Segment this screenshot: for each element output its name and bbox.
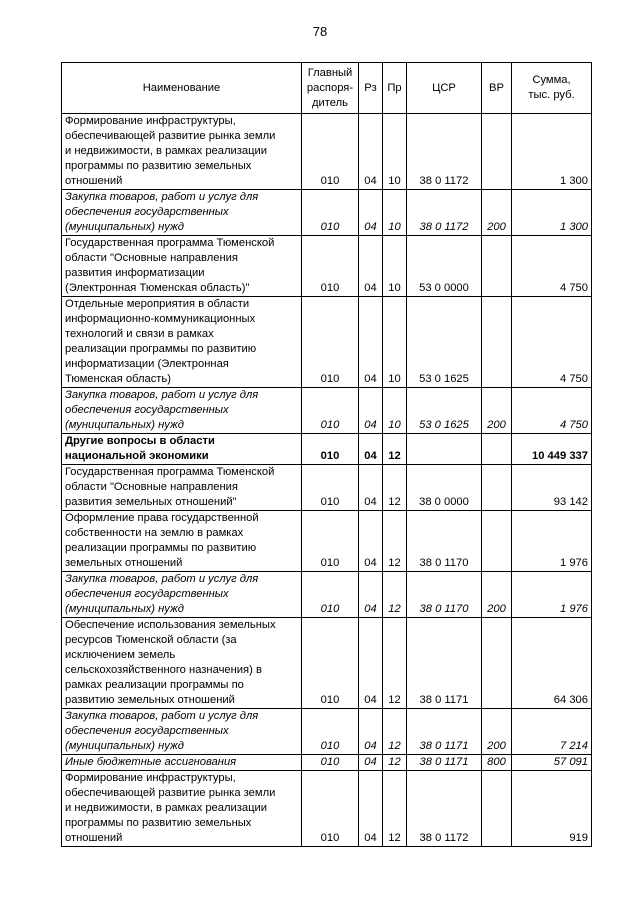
header-pr: Пр	[383, 63, 407, 114]
cell-pr: 10	[383, 114, 407, 190]
cell-name	[62, 297, 302, 388]
cell-csr: 38 0 1172	[407, 190, 482, 236]
cell-name	[62, 236, 302, 297]
cell-name-line: информатизации (Электронная	[65, 358, 229, 370]
cell-name-line: обеспечивающей развитие рынка земли	[65, 130, 276, 142]
cell-vr: 200	[482, 709, 512, 755]
cell-pr: 12	[383, 618, 407, 709]
cell-name-line: сельскохозяйственного назначения) в	[65, 664, 262, 676]
table-row	[62, 114, 592, 190]
cell-admin: 010	[302, 618, 359, 709]
table-row	[62, 434, 592, 465]
cell-name	[62, 388, 302, 434]
cell-admin: 010	[302, 465, 359, 511]
cell-sum: 1 976	[512, 572, 592, 618]
cell-csr: 53 0 0000	[407, 236, 482, 297]
cell-name-line: национальной экономики	[65, 450, 209, 462]
cell-name-line: обеспечения государственных	[65, 725, 229, 737]
cell-name-line: Закупка товаров, работ и услуг для	[65, 710, 259, 722]
cell-name-line: области "Основные направления	[65, 481, 238, 493]
cell-name	[62, 511, 302, 572]
cell-name-line: области "Основные направления	[65, 252, 238, 264]
cell-name-line: Государственная программа Тюменской	[65, 237, 275, 249]
cell-name	[62, 771, 302, 847]
cell-rz: 04	[359, 511, 383, 572]
cell-name-line: Оформление права государственной	[65, 512, 259, 524]
cell-name	[62, 465, 302, 511]
cell-admin: 010	[302, 297, 359, 388]
cell-name-line: (муниципальных) нужд	[65, 221, 184, 233]
cell-name	[62, 618, 302, 709]
table-row	[62, 755, 592, 771]
cell-name	[62, 114, 302, 190]
header-vr: ВР	[482, 63, 512, 114]
header-admin-line: Главный	[307, 66, 353, 79]
cell-name-line: обеспечения государственных	[65, 404, 229, 416]
cell-rz: 04	[359, 572, 383, 618]
cell-name	[62, 190, 302, 236]
cell-name-line: (муниципальных) нужд	[65, 419, 184, 431]
cell-sum: 93 142	[512, 465, 592, 511]
cell-admin: 010	[302, 572, 359, 618]
cell-name-line: обеспечения государственных	[65, 206, 229, 218]
table-row	[62, 465, 592, 511]
cell-pr: 12	[383, 755, 407, 771]
cell-admin: 010	[302, 190, 359, 236]
cell-name-line: Тюменская область)	[65, 373, 171, 385]
cell-pr: 10	[383, 297, 407, 388]
cell-name-line: отношений	[65, 175, 123, 187]
table-row	[62, 709, 592, 755]
cell-csr: 38 0 1171	[407, 709, 482, 755]
cell-pr: 12	[383, 709, 407, 755]
table-row	[62, 388, 592, 434]
cell-name-line: Закупка товаров, работ и услуг для	[65, 389, 259, 401]
table-row	[62, 190, 592, 236]
cell-name-line: (Электронная Тюменская область)"	[65, 282, 250, 294]
budget-table	[61, 62, 592, 847]
cell-name	[62, 709, 302, 755]
cell-name	[62, 572, 302, 618]
cell-admin: 010	[302, 114, 359, 190]
cell-vr	[482, 434, 512, 465]
cell-name-line: обеспечения государственных	[65, 588, 229, 600]
cell-vr: 800	[482, 755, 512, 771]
table-row	[62, 572, 592, 618]
cell-rz: 04	[359, 236, 383, 297]
cell-name-line: развития информатизации	[65, 267, 205, 279]
cell-name-line: реализации программы по развитию	[65, 343, 257, 355]
cell-admin: 010	[302, 511, 359, 572]
cell-pr: 10	[383, 236, 407, 297]
cell-sum: 4 750	[512, 236, 592, 297]
cell-pr: 12	[383, 572, 407, 618]
cell-vr	[482, 771, 512, 847]
header-admin-line: дитель	[312, 96, 348, 109]
cell-name-line: Иные бюджетные ассигнования	[65, 756, 237, 768]
cell-vr	[482, 114, 512, 190]
table-row	[62, 771, 592, 847]
cell-pr: 12	[383, 434, 407, 465]
cell-name-line: программы по развитию земельных	[65, 817, 252, 829]
cell-admin: 010	[302, 434, 359, 465]
cell-name-line: развитию земельных отношений	[65, 694, 235, 706]
cell-pr: 10	[383, 190, 407, 236]
cell-name-line: обеспечивающей развитие рынка земли	[65, 787, 276, 799]
cell-name-line: Государственная программа Тюменской	[65, 466, 275, 478]
cell-name-line: Обеспечение использования земельных	[65, 619, 276, 631]
cell-csr: 38 0 1171	[407, 755, 482, 771]
cell-name-line: ресурсов Тюменской области (за	[65, 634, 237, 646]
cell-vr	[482, 511, 512, 572]
cell-sum: 4 750	[512, 388, 592, 434]
cell-rz: 04	[359, 388, 383, 434]
cell-name	[62, 755, 302, 771]
cell-csr: 53 0 1625	[407, 388, 482, 434]
cell-name-line: и недвижимости, в рамках реализации	[65, 145, 268, 157]
table-header-row	[62, 63, 592, 114]
cell-pr: 12	[383, 771, 407, 847]
cell-vr: 200	[482, 572, 512, 618]
cell-name-line: реализации программы по развитию	[65, 542, 257, 554]
cell-name-line: собственности на землю в рамках	[65, 527, 244, 539]
cell-name-line: информационно-коммуникационных	[65, 313, 256, 325]
cell-sum: 7 214	[512, 709, 592, 755]
header-admin-line: распоря-	[306, 81, 354, 94]
table-row	[62, 618, 592, 709]
cell-name-line: рамках реализации программы по	[65, 679, 244, 691]
cell-name-line: технологий и связи в рамках	[65, 328, 214, 340]
cell-name-line: исключением земель	[65, 649, 176, 661]
table-row	[62, 236, 592, 297]
cell-name-line: земельных отношений	[65, 557, 183, 569]
cell-pr: 12	[383, 511, 407, 572]
cell-name-line: отношений	[65, 832, 123, 844]
cell-name-line: и недвижимости, в рамках реализации	[65, 802, 268, 814]
cell-name-line: программы по развитию земельных	[65, 160, 252, 172]
cell-csr: 38 0 1172	[407, 771, 482, 847]
cell-pr: 12	[383, 465, 407, 511]
cell-rz: 04	[359, 190, 383, 236]
cell-sum: 1 976	[512, 511, 592, 572]
cell-vr	[482, 618, 512, 709]
cell-rz: 04	[359, 755, 383, 771]
cell-admin: 010	[302, 755, 359, 771]
cell-csr: 53 0 1625	[407, 297, 482, 388]
cell-csr: 38 0 0000	[407, 465, 482, 511]
cell-sum: 57 091	[512, 755, 592, 771]
table-body	[62, 114, 592, 847]
cell-csr: 38 0 1170	[407, 511, 482, 572]
cell-rz: 04	[359, 771, 383, 847]
cell-name	[62, 434, 302, 465]
header-admin	[302, 63, 359, 114]
cell-rz: 04	[359, 618, 383, 709]
cell-vr	[482, 236, 512, 297]
cell-name-line: Закупка товаров, работ и услуг для	[65, 191, 259, 203]
table-row	[62, 511, 592, 572]
cell-sum: 1 300	[512, 190, 592, 236]
cell-admin: 010	[302, 709, 359, 755]
header-rz: Рз	[359, 63, 383, 114]
header-sum	[512, 63, 592, 114]
cell-vr: 200	[482, 190, 512, 236]
table-row	[62, 297, 592, 388]
cell-name-line: (муниципальных) нужд	[65, 603, 184, 615]
cell-sum: 1 300	[512, 114, 592, 190]
cell-rz: 04	[359, 709, 383, 755]
header-csr: ЦСР	[407, 63, 482, 114]
cell-name-line: (муниципальных) нужд	[65, 740, 184, 752]
page-number: 78	[312, 24, 328, 39]
cell-name-line: Формирование инфраструктуры,	[65, 772, 236, 784]
cell-pr: 10	[383, 388, 407, 434]
cell-sum: 919	[512, 771, 592, 847]
cell-sum: 64 306	[512, 618, 592, 709]
cell-csr: 38 0 1170	[407, 572, 482, 618]
header-sum-line: Сумма,	[532, 74, 571, 86]
cell-rz: 04	[359, 297, 383, 388]
cell-rz: 04	[359, 465, 383, 511]
cell-csr	[407, 434, 482, 465]
cell-csr: 38 0 1171	[407, 618, 482, 709]
cell-vr	[482, 297, 512, 388]
cell-rz: 04	[359, 434, 383, 465]
header-name: Наименование	[62, 63, 302, 114]
cell-csr: 38 0 1172	[407, 114, 482, 190]
header-sum-line: тыс. руб.	[528, 89, 575, 101]
cell-name-line: Закупка товаров, работ и услуг для	[65, 573, 259, 585]
cell-sum: 4 750	[512, 297, 592, 388]
cell-name-line: развития земельных отношений"	[65, 496, 237, 508]
cell-sum: 10 449 337	[512, 434, 592, 465]
cell-vr: 200	[482, 388, 512, 434]
cell-vr	[482, 465, 512, 511]
cell-admin: 010	[302, 236, 359, 297]
cell-name-line: Другие вопросы в области	[65, 435, 215, 447]
cell-name-line: Формирование инфраструктуры,	[65, 115, 236, 127]
cell-rz: 04	[359, 114, 383, 190]
cell-admin: 010	[302, 771, 359, 847]
cell-name-line: Отдельные мероприятия в области	[65, 298, 250, 310]
cell-admin: 010	[302, 388, 359, 434]
